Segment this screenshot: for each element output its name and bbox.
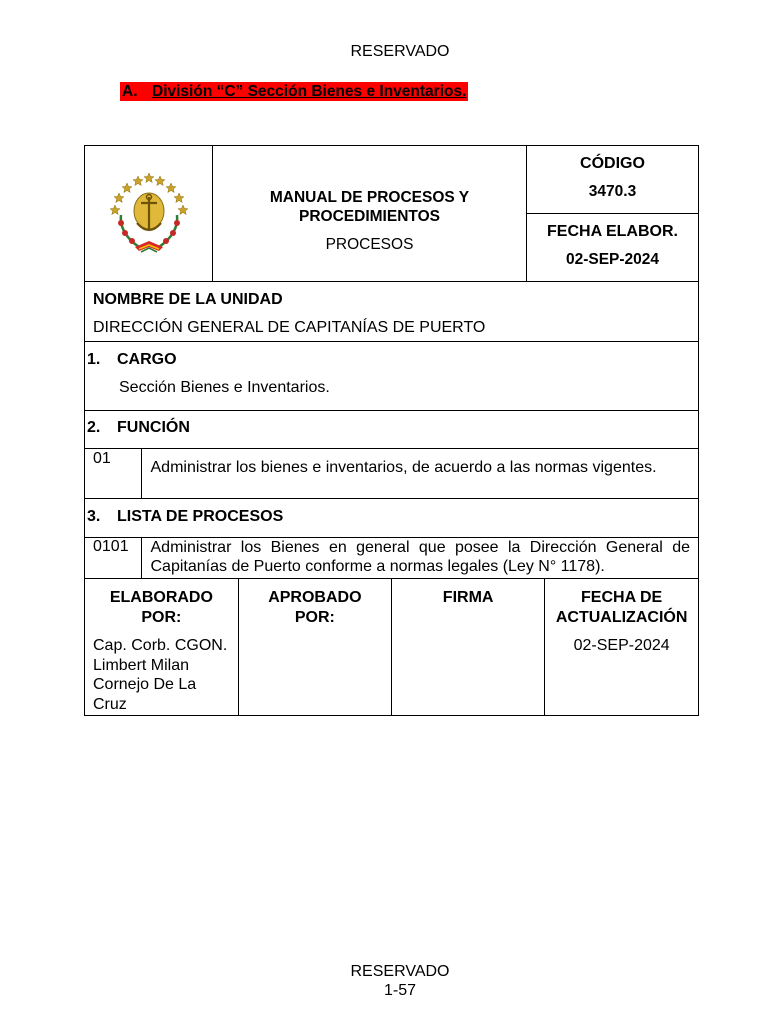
header-classification: RESERVADO	[350, 43, 450, 60]
cargo-value: Sección Bienes e Inventarios.	[119, 379, 330, 396]
signatures-cell	[85, 579, 699, 716]
manual-title-cell	[213, 146, 527, 282]
section-letter: A.	[122, 83, 138, 100]
footer	[0, 962, 768, 1000]
logo-cell	[85, 146, 213, 282]
cargo-num: 1.	[87, 351, 101, 368]
section-title: División “C” Sección Bienes e Inventarios.	[152, 83, 467, 100]
firma-label: FIRMA	[442, 589, 494, 606]
unit-label: NOMBRE DE LA UNIDAD	[93, 291, 283, 308]
code-label: CÓDIGO	[580, 155, 645, 172]
procesos-heading	[87, 508, 698, 526]
fecha-label: FECHA DE ACTUALIZACIÓN	[555, 589, 688, 626]
unit-cell	[85, 282, 699, 342]
elaborado-value: Cap. Corb. CGON. Limbert Milan Cornejo De La Cruz	[93, 637, 228, 713]
firma-cell	[392, 579, 545, 715]
funcion-num: 2.	[87, 419, 101, 436]
funcion-row-cell	[85, 449, 699, 499]
procesos-heading-cell	[85, 499, 699, 538]
date-label: FECHA ELABOR.	[547, 223, 678, 240]
signatures-table	[85, 579, 698, 715]
date-value: 02-SEP-2024	[565, 251, 660, 268]
date-cell	[527, 214, 699, 282]
funcion-label: FUNCIÓN	[117, 419, 190, 436]
manual-title: MANUAL DE PROCESOS Y PROCEDIMIENTOS	[269, 188, 470, 225]
funcion-code: 01	[85, 449, 141, 498]
cargo-cell	[85, 342, 699, 411]
code-cell	[527, 146, 699, 214]
cargo-label: CARGO	[117, 351, 177, 368]
fecha-value: 02-SEP-2024	[573, 637, 670, 654]
footer-classification: RESERVADO	[350, 963, 450, 980]
page-number: 1-57	[383, 982, 417, 999]
funcion-text: Administrar los bienes e inventarios, de acuerdo a las normas vigentes.	[150, 459, 657, 476]
proceso-text: Administrar los Bienes en general que posee la Dirección General de Capitanías de Puerto conforme a normas legales (Ley N° 1178).	[150, 539, 690, 575]
funcion-heading	[87, 419, 698, 437]
process-manual-table	[84, 145, 699, 716]
procesos-table	[85, 538, 698, 578]
funcion-heading-cell	[85, 411, 699, 449]
naval-emblem-icon	[101, 163, 197, 259]
unit-value: DIRECCIÓN GENERAL DE CAPITANÍAS DE PUERTO	[93, 319, 486, 336]
aprobado-cell	[238, 579, 391, 715]
fecha-cell	[545, 579, 698, 715]
procesos-num: 3.	[87, 508, 101, 525]
procesos-label: LISTA DE PROCESOS	[117, 508, 284, 525]
cargo-heading	[87, 351, 698, 369]
procesos-row-cell	[85, 538, 699, 579]
code-value: 3470.3	[588, 183, 637, 200]
proceso-code: 0101	[85, 538, 141, 578]
elaborado-cell	[85, 579, 238, 715]
manual-subtitle: PROCESOS	[325, 235, 414, 253]
aprobado-label: APROBADO POR:	[268, 589, 362, 626]
funcion-table	[85, 449, 698, 498]
elaborado-label: ELABORADO POR:	[109, 589, 213, 626]
section-heading	[120, 82, 468, 101]
